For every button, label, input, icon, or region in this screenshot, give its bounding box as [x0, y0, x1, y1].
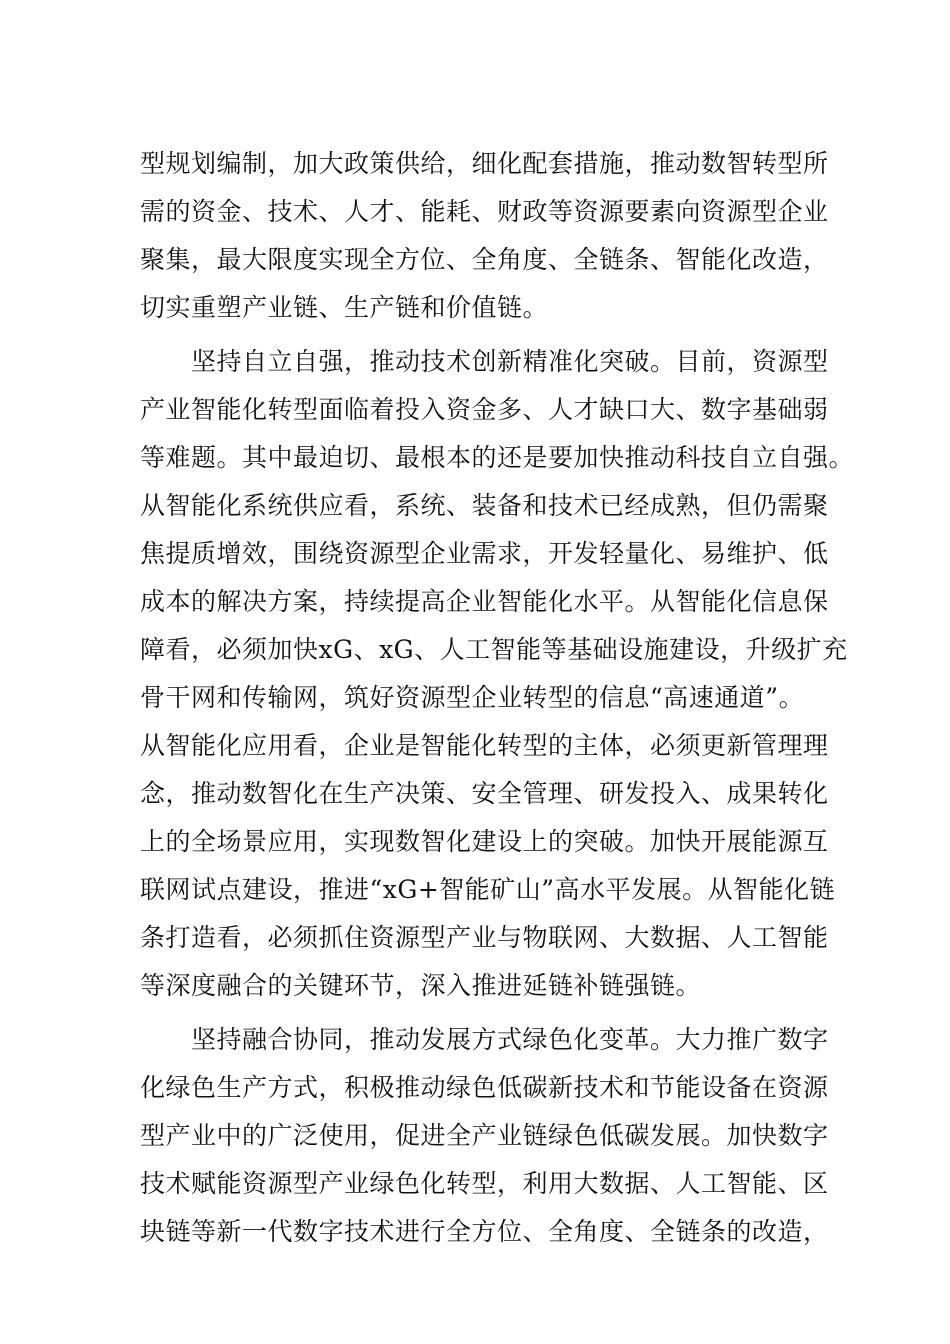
text-line: 型规划编制，加大政策供给，细化配套措施，推动数智转型所 — [140, 149, 829, 178]
text-line: 产业智能化转型面临着投入资金多、人才缺口大、数字基础弱 — [140, 395, 829, 424]
text-line: 聚集，最大限度实现全方位、全角度、全链条、智能化改造， — [140, 245, 829, 274]
text-line: 念，推动数智化在生产决策、安全管理、研发投入、成果转化 — [140, 779, 829, 808]
text-line: 条打造看，必须抓住资源型产业与物联网、大数据、人工智能 — [140, 923, 829, 952]
text-line: 骨干网和传输网，筑好资源型企业转型的信息“高速通道”。 — [140, 683, 805, 712]
text-line: 坚持融合协同，推动发展方式绿色化变革。大力推广数字 — [140, 1025, 829, 1054]
text-line: 等深度融合的关键环节，深入推进延链补链强链。 — [140, 971, 702, 1000]
text-line: 块链等新一代数字技术进行全方位、全角度、全链条的改造， — [140, 1217, 829, 1246]
text-line: 切实重塑产业链、生产链和价值链。 — [140, 293, 549, 322]
text-line: 型产业中的广泛使用，促进全产业链绿色低碳发展。加快数字 — [140, 1121, 829, 1150]
text-line: 需的资金、技术、人才、能耗、财政等资源要素向资源型企业 — [140, 197, 829, 226]
text-line: 从智能化系统供应看，系统、装备和技术已经成熟，但仍需聚 — [140, 491, 829, 520]
text-line: 技术赋能资源型产业绿色化转型，利用大数据、人工智能、区 — [140, 1169, 829, 1198]
text-line: 成本的解决方案，持续提高企业智能化水平。从智能化信息保 — [140, 587, 829, 616]
text-line: 焦提质增效，围绕资源型企业需求，开发轻量化、易维护、低 — [140, 539, 829, 568]
text-line: 坚持自立自强，推动技术创新精准化突破。目前，资源型 — [140, 347, 829, 376]
body-text — [140, 140, 855, 1256]
text-line: 化绿色生产方式，积极推动绿色低碳新技术和节能设备在资源 — [140, 1073, 829, 1102]
text-line: 等难题。其中最迫切、最根本的还是要加快推动科技自立自强。 — [140, 443, 855, 472]
text-line: 联网试点建设，推进“xG+智能矿山”高水平发展。从智能化链 — [140, 875, 836, 904]
text-line: 从智能化应用看，企业是智能化转型的主体，必须更新管理理 — [140, 731, 829, 760]
text-line: 上的全场景应用，实现数智化建设上的突破。加快开展能源互 — [140, 827, 829, 856]
text-line: 障看，必须加快xG、xG、人工智能等基础设施建设，升级扩充 — [140, 635, 848, 664]
